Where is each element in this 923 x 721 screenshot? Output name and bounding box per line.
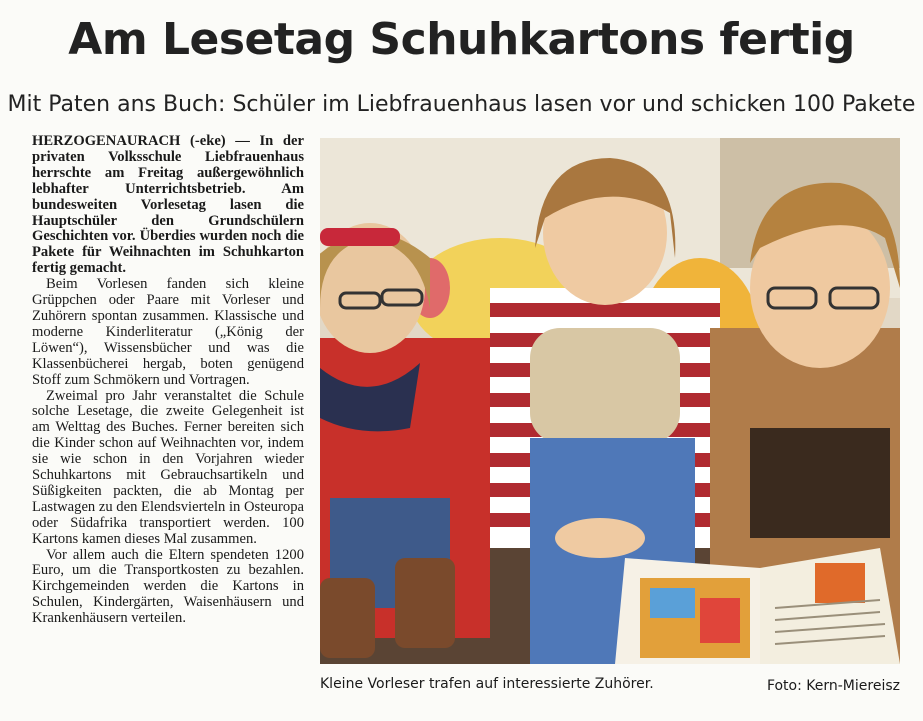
article-body — [32, 134, 304, 627]
photo-credit: Foto: Kern-Miereisz — [766, 678, 900, 694]
lead-paragraph: HERZOGENAURACH (-eke) — In der privaten Volksschule Liebfrauenhaus herrschte am Freitag außergewöhnlich lebhafter Unterrichtsbetrieb. Am bundesweiten Vorlesetag lasen die Hauptschüler den Grundschülern Geschichten vor. Überdies wurden noch die Pakete für Weihnachten im Schuhkarton fertig gemacht. — [32, 133, 304, 277]
subheadline: Mit Paten ans Buch: Schüler im Liebfrauenhaus lasen vor und schicken 100 Pakete — [7, 92, 916, 117]
article-photo — [320, 138, 900, 664]
photo-caption: Kleine Vorleser trafen auf interessierte Zuhörer. — [320, 676, 654, 692]
body-paragraph: Beim Vorlesen fanden sich kleine Grüppchen oder Paare mit Vorleser und Zuhörern spontan zusammen. Klassische und moderne Kinderliteratur („König der Löwen“), Wissensbücher und was die Klassenbücherei hergab, boten genügend Stoff zum Schmökern und Vortragen. — [32, 276, 304, 388]
headline: Am Lesetag Schuhkartons fertig — [68, 14, 855, 65]
body-paragraph: Vor allem auch die Eltern spendeten 1200 Euro, um die Transportkosten zu bezahlen. Kirchgemeinden werden die Kartons in Schulen, Kindergärten, Waisenhäusern und Krankenhäusern verteilen. — [32, 546, 304, 627]
photo-illustration — [320, 138, 900, 664]
body-paragraph: Zweimal pro Jahr veranstaltet die Schule solche Lesetage, die zweite Gelegenheit ist am Welttag des Buches. Ferner bereiten sich die Kinder schon auf Weihnachten vor, indem sie wie schon in den Vorjahren wieder Schuhkartons mit Gebrauchsartikeln und Süßigkeiten packten, die ab Montag per Lastwagen zu den Elendsvierteln in Osteuropa oder Südafrika transportiert werden. 100 Kartons kamen dieses Mal zusammen. — [32, 387, 304, 547]
